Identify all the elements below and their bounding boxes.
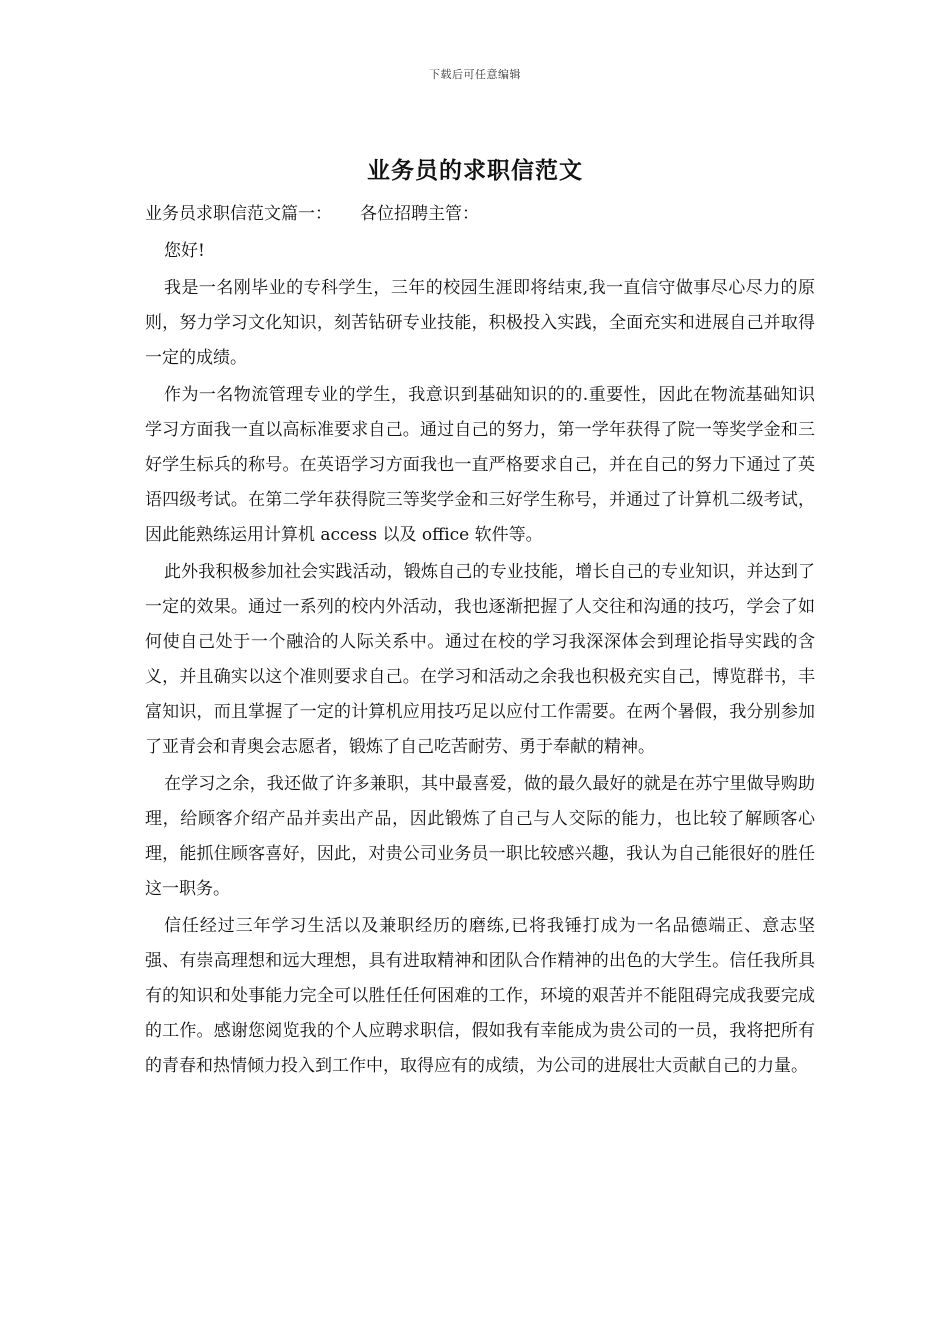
greeting: 您好! bbox=[164, 241, 205, 261]
paragraph-1: 我是一名刚毕业的专科学生，三年的校园生涯即将结束,我一直信守做事尽心尽力的原则，努力学习文化知识，刻苦钻研专业技能，积极投入实践，全面充实和进展自己并取得一定的成绩。 bbox=[145, 278, 815, 368]
paragraph-2: 作为一名物流管理专业的学生，我意识到基础知识的的.重要性，因此在物流基础知识学习方面我一直以高标准要求自己。通过自己的努力，第一学年获得了院一等奖学金和三好学生标兵的称号。在英语学习方面我也一直严格要求自己，并在自己的努力下通过了英语四级考试。在第二学年获得院三等奖学金和三好学生称号，并通过了计算机二级考试，因此能熟练运用计算机 access 以及 office 软件等。 bbox=[145, 385, 815, 545]
document-body bbox=[145, 197, 815, 1084]
paragraph-3: 此外我积极参加社会实践活动，锻炼自己的专业技能，增长自己的专业知识，并达到了一定的效果。通过一系列的校内外活动，我也逐渐把握了人交往和沟通的技巧，学会了如何使自己处于一个融洽的人际关系中。通过在校的学习我深深体会到理论指导实践的含义，并且确实以这个准则要求自己。在学习和活动之余我也积极充实自己，博览群书，丰富知识，而且掌握了一定的计算机应用技巧足以应付工作需要。在两个暑假，我分别参加了亚青会和青奥会志愿者，锻炼了自己吃苦耐劳、勇于奉献的精神。 bbox=[145, 562, 815, 757]
intro-label: 业务员求职信范文篇一： bbox=[145, 204, 332, 224]
paragraph-4: 在学习之余，我还做了许多兼职，其中最喜爱，做的最久最好的就是在苏宁里做导购助理，给顾客介绍产品并卖出产品，因此锻炼了自己与人交际的能力，也比较了解顾客心理，能抓住顾客喜好，因此，对贵公司业务员一职比较感兴趣，我认为自己能很好的胜任这一职务。 bbox=[145, 774, 815, 899]
document-title: 业务员的求职信范文 bbox=[367, 157, 583, 184]
paragraph-5: 信任经过三年学习生活以及兼职经历的磨练,已将我锤打成为一名品德端正、意志坚强、有崇高理想和远大理想，具有进取精神和团队合作精神的出色的大学生。信任我所具有的知识和处事能力完全可以胜任任何困难的工作，环境的艰苦并不能阻碍完成我要完成的工作。感谢您阅览我的个人应聘求职信，假如我有幸能成为贵公司的一员，我将把所有的青春和热情倾力投入到工作中，取得应有的成绩，为公司的进展壮大贡献自己的力量。 bbox=[145, 916, 815, 1076]
recipient-salutation: 各位招聘主管： bbox=[360, 204, 479, 224]
intro-line bbox=[145, 197, 815, 232]
page-header-note: 下载后可任意编辑 bbox=[429, 68, 521, 81]
